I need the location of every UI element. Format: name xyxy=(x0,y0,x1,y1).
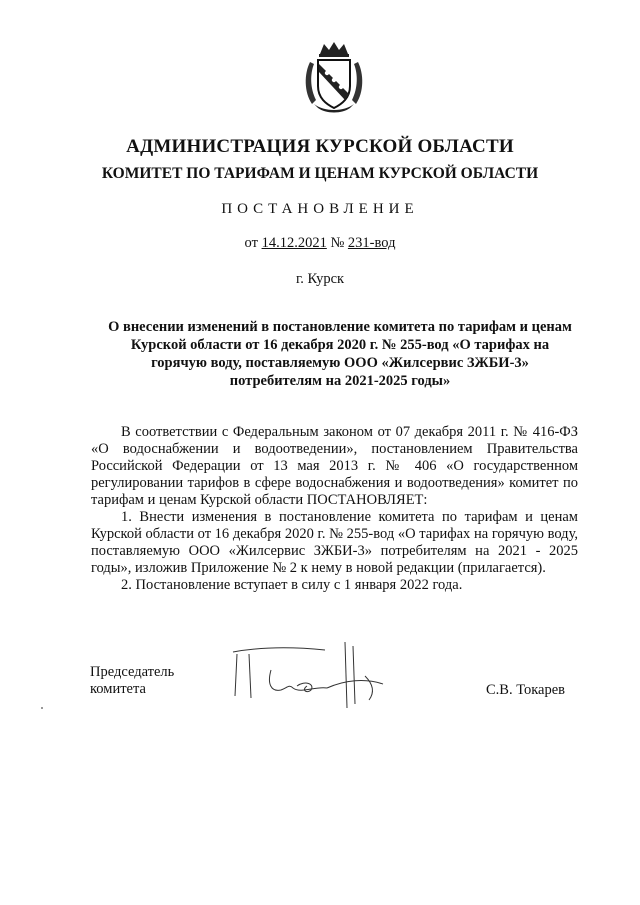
number-sign: № xyxy=(330,235,345,251)
document-number: 231-вод xyxy=(347,235,396,251)
document-type: ПОСТАНОВЛЕНИЕ xyxy=(221,201,419,217)
scan-speck xyxy=(41,707,43,709)
document-title xyxy=(90,318,590,390)
title-line: Курской области от 16 декабря 2020 г. № 255-вод «О тарифах на xyxy=(130,337,550,353)
position-line: комитета xyxy=(90,681,146,697)
preamble-paragraph: В соответствии с Федеральным законом от 07 декабря 2011 г. № 416-ФЗ «О водоснабжении и водоотведении», постановлением Правительства Российской Федерации от 13 мая 2013 г. № 406 «О государственном регулировании тарифов в сфере водоснабжения и водоотведения» комитет по тарифам и ценам Курской области ПОСТАНОВЛЯЕТ: xyxy=(91,424,578,508)
item-1-paragraph: 1. Внести изменения в постановление комитета по тарифам и ценам Курской области от 16 декабря 2020 г. № 255-вод «О тарифах на горячую воду, поставляемую ООО «Жилсервис ЗЖБИ-3» потребителям на 2021 - 2025 годы», изложив Приложение № 2 к нему в новой редакции (прилагается). xyxy=(91,509,578,576)
document-date-number xyxy=(0,235,640,252)
signer-position xyxy=(90,664,174,698)
org-name-committee: КОМИТЕТ ПО ТАРИФАМ И ЦЕНАМ КУРСКОЙ ОБЛАСТИ xyxy=(101,165,539,182)
kursk-coat-of-arms-icon xyxy=(300,40,368,114)
title-line: потребителям на 2021-2025 годы» xyxy=(229,373,451,389)
handwritten-signature xyxy=(215,640,390,715)
title-line: О внесении изменений в постановление комитета по тарифам и ценам xyxy=(108,319,572,335)
document-body xyxy=(91,424,578,594)
document-city: г. Курск xyxy=(295,271,345,287)
org-name-administration: АДМИНИСТРАЦИЯ КУРСКОЙ ОБЛАСТИ xyxy=(126,136,514,157)
item-2-paragraph: 2. Постановление вступает в силу с 1 января 2022 года. xyxy=(121,577,463,593)
signer-name: С.В. Токарев xyxy=(486,682,566,698)
date-prefix: от xyxy=(244,235,258,251)
document-date: 14.12.2021 xyxy=(261,235,327,251)
title-line: горячую воду, поставляемую ООО «Жилсервис ЗЖБИ-3» xyxy=(151,355,529,371)
position-line: Председатель xyxy=(90,664,175,680)
